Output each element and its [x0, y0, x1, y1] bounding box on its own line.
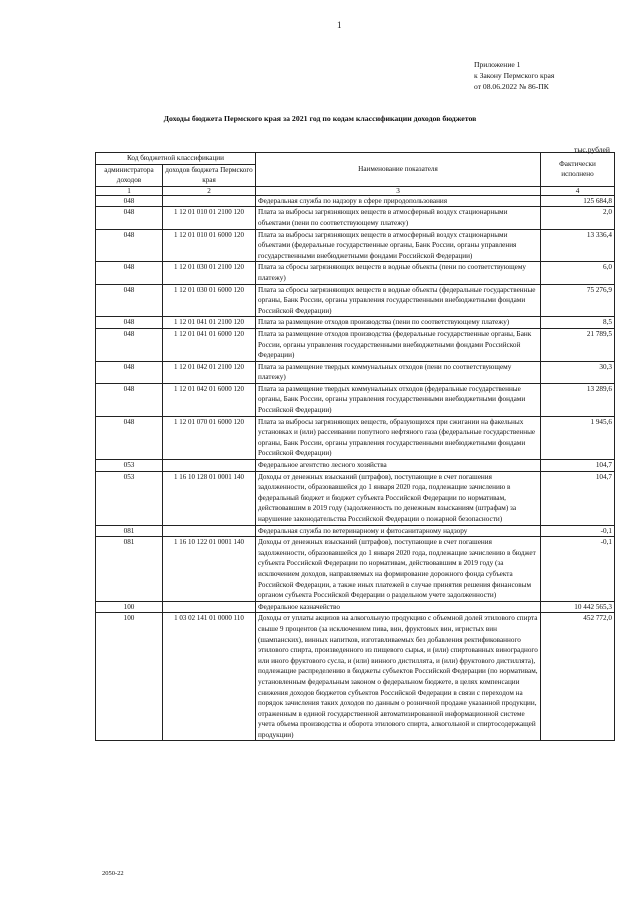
header-budget-income: доходов бюджета Пермского края	[163, 164, 256, 186]
amount-cell: 125 684,8	[541, 195, 615, 207]
indicator-name-cell: Федеральная служба по ветеринарному и фитосанитарному надзору	[256, 525, 541, 537]
table-row	[96, 284, 615, 317]
amount-cell: 10 442 565,3	[541, 601, 615, 613]
table-row	[96, 262, 615, 284]
table-row	[96, 195, 615, 207]
amount-cell: 8,5	[541, 317, 615, 329]
amount-cell: 21 789,5	[541, 328, 615, 361]
table-row	[96, 525, 615, 537]
page-number: 1	[337, 20, 342, 30]
indicator-name-cell: Плата за выбросы загрязняющих веществ в атмосферный воздух стационарными объектами (федеральные государственные органы, Банк России, органы управления государственными внебюджетными фондами Российской Федерации)	[256, 229, 541, 262]
table-row	[96, 537, 615, 602]
income-code-cell: 1 12 01 070 01 6000 120	[163, 416, 256, 459]
table-row	[96, 328, 615, 361]
amount-cell: 30,3	[541, 361, 615, 383]
amount-cell: 452 772,0	[541, 613, 615, 741]
admin-code-cell: 081	[96, 537, 163, 602]
amount-cell: -0,1	[541, 537, 615, 602]
admin-code-cell: 048	[96, 229, 163, 262]
table-row	[96, 229, 615, 262]
admin-code-cell: 048	[96, 383, 163, 416]
amount-cell: 75 276,9	[541, 284, 615, 317]
appendix-line-2: к Закону Пермского края	[474, 71, 555, 80]
footer-document-code: 2050-22	[102, 870, 124, 877]
income-code-cell: 1 12 01 030 01 6000 120	[163, 284, 256, 317]
amount-cell: 104,7	[541, 471, 615, 525]
income-code-cell: 1 12 01 041 01 2100 120	[163, 317, 256, 329]
indicator-name-cell: Плата за размещение твердых коммунальных отходов (федеральные государственные органы, Банк России, органы управления государственными внебюджетными фондами Российской Федерации)	[256, 383, 541, 416]
header-actual: Фактически исполнено	[541, 153, 615, 187]
income-code-cell: 1 12 01 030 01 2100 120	[163, 262, 256, 284]
column-index: 4	[541, 186, 615, 195]
column-index: 3	[256, 186, 541, 195]
header-name: Наименование показателя	[256, 153, 541, 187]
table-row	[96, 601, 615, 613]
income-code-cell: 1 12 01 010 01 6000 120	[163, 229, 256, 262]
appendix-line-3: от 08.06.2022 № 86-ПК	[474, 82, 549, 91]
income-code-cell: 1 12 01 010 01 2100 120	[163, 207, 256, 229]
admin-code-cell: 100	[96, 601, 163, 613]
income-code-cell: 1 03 02 141 01 0000 110	[163, 613, 256, 741]
column-index-row	[96, 186, 615, 195]
admin-code-cell: 048	[96, 361, 163, 383]
units-label: тыс.рублей	[574, 145, 610, 154]
header-admin: администратора доходов	[96, 164, 163, 186]
admin-code-cell: 081	[96, 525, 163, 537]
indicator-name-cell: Доходы от денежных взысканий (штрафов), поступающие в счет погашения задолженности, образовавшейся до 1 января 2020 года, подлежащие зачислению в федеральный бюджет и бюджет субъекта Российской Федерации по нормативам, действовавшим в 2019 году (задолженность по денежным взысканиям (штрафам) за нарушение законодательства Российской Федерации о пожарной безопасности)	[256, 471, 541, 525]
table-row	[96, 471, 615, 525]
amount-cell: 2,0	[541, 207, 615, 229]
income-code-cell: 1 16 10 122 01 0001 140	[163, 537, 256, 602]
table-row	[96, 613, 615, 741]
amount-cell: 104,7	[541, 460, 615, 472]
indicator-name-cell: Федеральное казначейство	[256, 601, 541, 613]
indicator-name-cell: Плата за сбросы загрязняющих веществ в водные объекты (федеральные государственные органы, Банк России, органы управления государственными внебюджетными фондами Российской Федерации)	[256, 284, 541, 317]
table-body	[96, 195, 615, 741]
admin-code-cell: 048	[96, 328, 163, 361]
budget-income-table	[95, 152, 615, 741]
table-row	[96, 361, 615, 383]
admin-code-cell: 048	[96, 416, 163, 459]
table-row	[96, 460, 615, 472]
header-classification-group: Код бюджетной классификации	[96, 153, 256, 165]
indicator-name-cell: Плата за сбросы загрязняющих веществ в водные объекты (пени по соответствующему платежу)	[256, 262, 541, 284]
income-code-cell: 1 12 01 042 01 2100 120	[163, 361, 256, 383]
amount-cell: 13 336,4	[541, 229, 615, 262]
indicator-name-cell: Плата за размещение отходов производства (пени по соответствующему платежу)	[256, 317, 541, 329]
document-title: Доходы бюджета Пермского края за 2021 год по кодам классификации доходов бюджетов	[163, 114, 477, 123]
indicator-name-cell: Плата за выбросы загрязняющих веществ в атмосферный воздух стационарными объектами (пени по соответствующему платежу)	[256, 207, 541, 229]
admin-code-cell: 048	[96, 262, 163, 284]
table-row	[96, 383, 615, 416]
indicator-name-cell: Доходы от уплаты акцизов на алкогольную продукцию с объемной долей этилового спирта свыше 9 процентов (за исключением пива, вин, фруктовых вин, игристых вин (шампанских), винных напитков, изготавливаемых без добавления ректификованного этилового спирта, произведенного из пищевого сырья, и (или) спиртованных виноградного или иного фруктового сусла, и (или) винного дистиллята, и (или) фруктового дистиллята), подлежащие распределению в бюджеты субъектов Российской Федерации (по нормативам, установленным федеральным законом о федеральном бюджете, в целях компенсации снижения доходов бюджетов субъектов Российской Федерации в связи с переходом на порядок зачисления таких доходов по данным о розничной продаже указанной продукции, отраженным в единой государственной автоматизированной информационной системе учета объема производства и оборота этилового спирта, алкогольной и спиртосодержащей продукции)	[256, 613, 541, 741]
admin-code-cell: 048	[96, 284, 163, 317]
indicator-name-cell: Плата за размещение отходов производства (федеральные государственные органы, Банк России, органы управления государственными внебюджетными фондами Российской Федерации)	[256, 328, 541, 361]
indicator-name-cell: Федеральное агентство лесного хозяйства	[256, 460, 541, 472]
income-code-cell	[163, 525, 256, 537]
table-row	[96, 207, 615, 229]
income-code-cell: 1 12 01 041 01 6000 120	[163, 328, 256, 361]
amount-cell: 1 945,6	[541, 416, 615, 459]
indicator-name-cell: Плата за размещение твердых коммунальных отходов (пени по соответствующему платежу)	[256, 361, 541, 383]
table-row	[96, 317, 615, 329]
appendix-note	[474, 59, 554, 92]
income-code-cell	[163, 601, 256, 613]
amount-cell: 6,0	[541, 262, 615, 284]
indicator-name-cell: Федеральная служба по надзору в сфере природопользования	[256, 195, 541, 207]
admin-code-cell: 053	[96, 471, 163, 525]
income-code-cell: 1 12 01 042 01 6000 120	[163, 383, 256, 416]
indicator-name-cell: Плата за выбросы загрязняющих веществ, образующихся при сжигании на факельных установках и (или) рассеивании попутного нефтяного газа (федеральные государственные органы, Банк России, органы управления государственными внебюджетными фондами Российской Федерации)	[256, 416, 541, 459]
appendix-line-1: Приложение 1	[474, 60, 521, 69]
income-code-cell: 1 16 10 128 01 0001 140	[163, 471, 256, 525]
admin-code-cell: 053	[96, 460, 163, 472]
column-index: 1	[96, 186, 163, 195]
amount-cell: 13 289,6	[541, 383, 615, 416]
indicator-name-cell: Доходы от денежных взысканий (штрафов), поступающие в счет погашения задолженности, образовавшейся до 1 января 2020 года, подлежащие зачислению в бюджет субъекта Российской Федерации по нормативам, действовавшим в 2019 году (за исключением доходов, направляемых на формирование дорожного фонда субъекта Российской Федерации, а также иных платежей в случае принятия решения финансовым органом субъекта Российской Федерации о раздельном учете задолженности)	[256, 537, 541, 602]
income-code-cell	[163, 195, 256, 207]
income-code-cell	[163, 460, 256, 472]
column-index: 2	[163, 186, 256, 195]
admin-code-cell: 048	[96, 317, 163, 329]
amount-cell: -0,1	[541, 525, 615, 537]
admin-code-cell: 100	[96, 613, 163, 741]
table-row	[96, 416, 615, 459]
admin-code-cell: 048	[96, 207, 163, 229]
admin-code-cell: 048	[96, 195, 163, 207]
